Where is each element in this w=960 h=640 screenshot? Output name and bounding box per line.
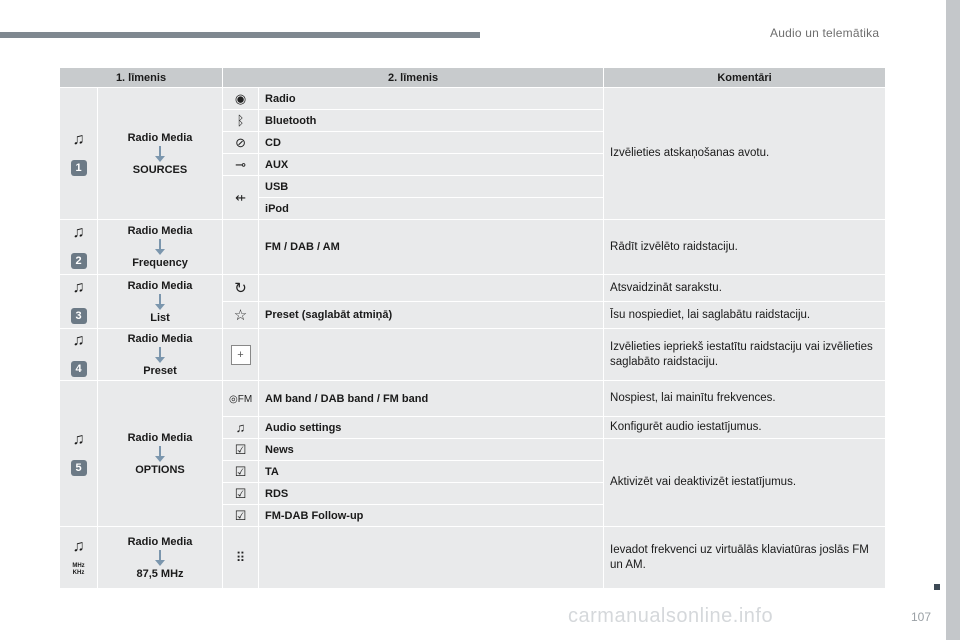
comment: Izvēlieties iepriekš iestatītu raidstaciju vai izvēlieties saglabāto raidstaciju. [604, 329, 886, 381]
item-label: iPod [259, 198, 604, 220]
item-icon-cell [223, 88, 259, 110]
comment: Aktivizēt vai deaktivizēt iestatījumus. [604, 439, 886, 527]
level1-title: Radio Media [127, 431, 193, 444]
item-label: AM band / DAB band / FM band [259, 381, 604, 417]
item-label: TA [259, 461, 604, 483]
checkbox-icon: ☑ [234, 463, 247, 479]
comment: Rādīt izvēlēto raidstaciju. [604, 220, 886, 275]
level1-title: Radio Media [127, 535, 193, 548]
level1-icon-cell [60, 527, 98, 589]
item-label: AUX [259, 154, 604, 176]
bluetooth-icon: ᛒ [236, 113, 245, 128]
usb-icon: ⇷ [235, 189, 246, 205]
level1-sub: 87,5 MHz [136, 567, 184, 580]
item-label [259, 527, 604, 589]
top-accent-bar [0, 32, 480, 38]
item-label: RDS [259, 483, 604, 505]
comment: Ievadot frekvenci uz virtuālās klaviatūras joslās FM un AM. [604, 527, 886, 589]
comment: Atsvaidzināt sarakstu. [604, 275, 886, 302]
comment: Īsu nospiediet, lai saglabātu raidstaciju. [604, 302, 886, 329]
item-label: FM / DAB / AM [259, 220, 604, 275]
step-badge: 2 [71, 253, 87, 269]
step-badge: 4 [71, 361, 87, 377]
column-header: 1. līmenis [60, 68, 223, 88]
level1-cell [98, 88, 223, 220]
level1-cell [98, 275, 223, 329]
step-badge: 3 [71, 308, 87, 324]
item-label: Preset (saglabāt atmiņā) [259, 302, 604, 329]
step-badge: 5 [71, 460, 87, 476]
arrow-down-icon [155, 550, 165, 566]
watermark: carmanualsonline.info [568, 605, 774, 627]
level1-icon-cell [60, 381, 98, 527]
item-label: USB [259, 176, 604, 198]
comment: Konfigurēt audio iestatījumus. [604, 417, 886, 439]
item-icon-cell [223, 439, 259, 461]
item-label: FM-DAB Follow-up [259, 505, 604, 527]
level1-cell [98, 527, 223, 589]
table-row [60, 275, 886, 302]
item-icon-cell [223, 329, 259, 381]
level1-icon-cell [60, 88, 98, 220]
item-icon-cell [223, 176, 259, 220]
section-title: Audio un telemātika [770, 26, 880, 40]
item-label [259, 329, 604, 381]
level1-sub: List [150, 311, 170, 324]
table-row [60, 220, 886, 275]
preset-add-icon: + [231, 345, 251, 365]
level1-sub: OPTIONS [135, 463, 185, 476]
level1-sub: Preset [143, 364, 177, 377]
level1-cell [98, 329, 223, 381]
menu-table [59, 67, 886, 589]
music-note-icon: ♫ [72, 331, 85, 349]
level1-icon-cell [60, 329, 98, 381]
arrow-down-icon [155, 446, 165, 462]
item-icon-cell [223, 220, 259, 275]
table-row [60, 527, 886, 589]
music-note-icon: ♫ [72, 224, 85, 241]
arrow-down-icon [155, 294, 165, 310]
item-icon-cell [223, 154, 259, 176]
cd-icon: ⊘ [235, 134, 246, 150]
table-row [60, 381, 886, 417]
item-icon-cell [223, 275, 259, 302]
step-badge: 1 [71, 160, 87, 176]
table-row [60, 88, 886, 110]
page-number: 107 [911, 610, 932, 624]
level1-cell [98, 220, 223, 275]
item-label: Bluetooth [259, 110, 604, 132]
aux-icon: ⊸ [235, 156, 246, 172]
checkbox-icon: ☑ [234, 507, 247, 523]
item-label: Radio [259, 88, 604, 110]
level1-icon-cell [60, 220, 98, 275]
audio-settings-icon: ♫ [235, 420, 246, 435]
level1-title: Radio Media [127, 279, 193, 292]
fm-band-icon: ◎FM [229, 393, 253, 405]
table-header-row [60, 68, 886, 88]
item-icon-cell [223, 505, 259, 527]
arrow-down-icon [155, 146, 165, 162]
item-label: News [259, 439, 604, 461]
level1-icon-cell [60, 275, 98, 329]
music-note-icon: ♫ [72, 130, 85, 148]
music-note-icon: ♫ [72, 537, 85, 555]
star-icon: ☆ [233, 307, 248, 324]
item-icon-cell [223, 302, 259, 329]
item-icon-cell [223, 381, 259, 417]
comment: Nospiest, lai mainītu frekvences. [604, 381, 886, 417]
level1-cell [98, 381, 223, 527]
music-note-icon: ♫ [72, 430, 85, 448]
item-icon-cell [223, 110, 259, 132]
item-icon-cell [223, 483, 259, 505]
side-strip [946, 0, 960, 640]
music-note-icon: ♫ [72, 278, 85, 296]
level1-sub: SOURCES [132, 163, 188, 176]
page-marker [934, 584, 940, 590]
table-row [60, 329, 886, 381]
level1-sub: Frequency [132, 257, 188, 269]
keypad-icon: ⠿ [235, 549, 246, 565]
item-icon-cell [223, 417, 259, 439]
arrow-down-icon [155, 239, 165, 255]
item-icon-cell [223, 132, 259, 154]
arrow-down-icon [155, 347, 165, 363]
level1-title: Radio Media [127, 225, 193, 237]
column-header: Komentāri [604, 68, 886, 88]
item-label: Audio settings [259, 417, 604, 439]
level1-title: Radio Media [127, 131, 193, 144]
mhz-khz-icon: MHz KHz [72, 562, 85, 576]
item-label [259, 275, 604, 302]
column-header: 2. līmenis [223, 68, 604, 88]
checkbox-icon: ☑ [234, 485, 247, 501]
level1-title: Radio Media [127, 332, 193, 345]
comment: Izvēlieties atskaņošanas avotu. [604, 88, 886, 220]
item-label: CD [259, 132, 604, 154]
checkbox-icon: ☑ [234, 441, 247, 457]
refresh-icon: ↻ [234, 280, 247, 297]
item-icon-cell [223, 527, 259, 589]
item-icon-cell [223, 461, 259, 483]
radio-icon: ◉ [234, 90, 247, 106]
